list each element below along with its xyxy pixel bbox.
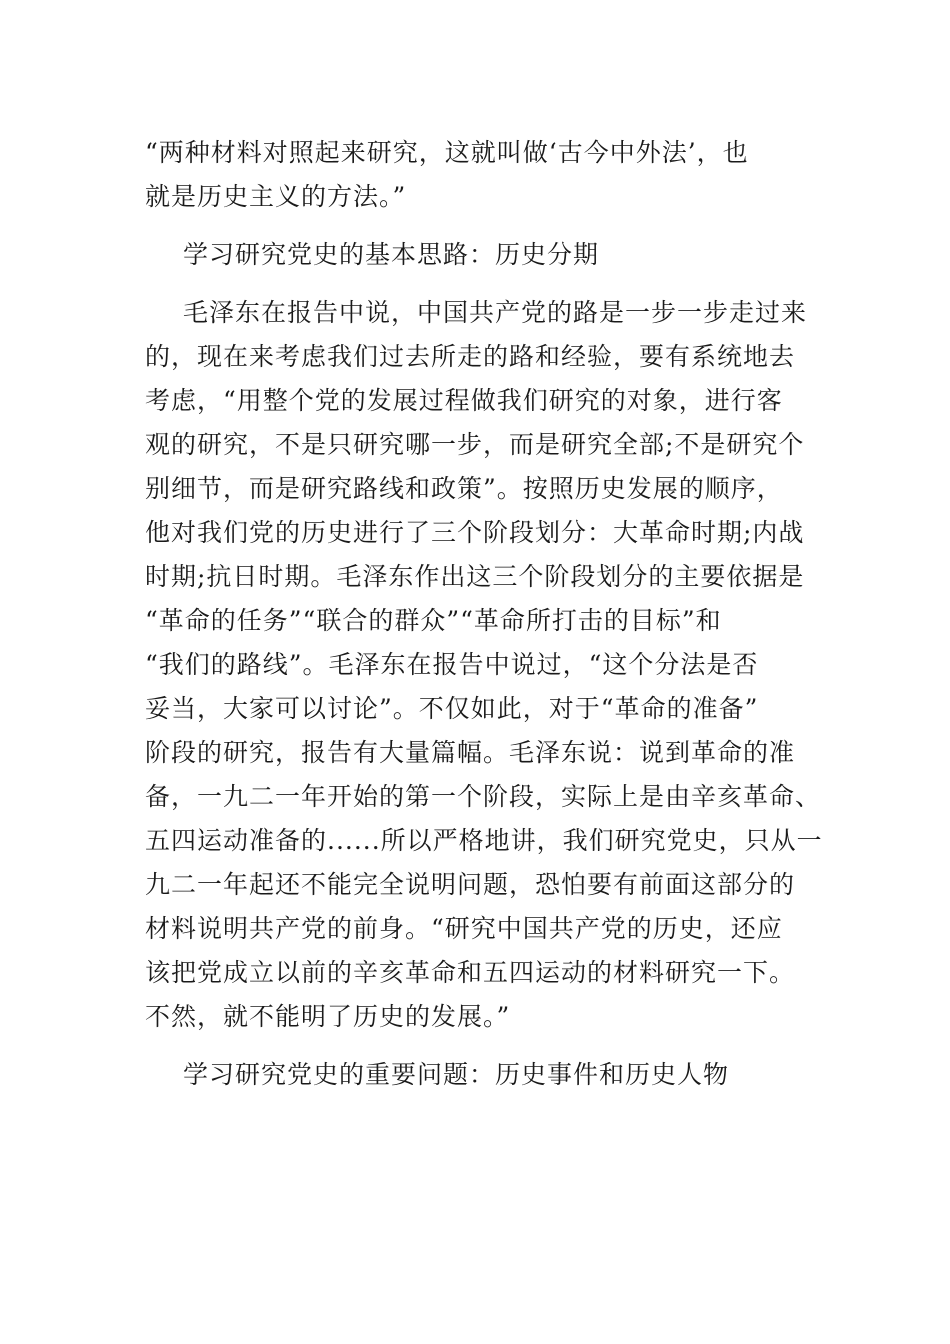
text-line: “我们的路线”。毛泽东在报告中说过，“这个分法是否 bbox=[145, 650, 759, 679]
text-line: 材料说明共产党的前身。“研究中国共产党的历史，还应 bbox=[145, 914, 783, 943]
text-line: “革命的任务”“联合的群众”“革命所打击的目标”和 bbox=[145, 606, 722, 635]
heading-line: 学习研究党史的基本思路：历史分期 bbox=[183, 240, 600, 269]
text-line: 该把党成立以前的辛亥革命和五四运动的材料研究一下。 bbox=[145, 958, 796, 987]
text-line: “两种材料对照起来研究，这就叫做‘古今中外法’，也 bbox=[145, 138, 749, 167]
paragraph-mao-report bbox=[145, 291, 823, 1039]
text-line: 的，现在来考虑我们过去所走的路和经验，要有系统地去 bbox=[145, 342, 796, 371]
text-line: 就是历史主义的方法。” bbox=[145, 182, 407, 211]
text-line: 观的研究，不是只研究哪一步，而是研究全部;不是研究个 bbox=[145, 430, 805, 459]
paragraph-spacer bbox=[145, 219, 805, 233]
text-line: 别细节，而是研究路线和政策”。按照历史发展的顺序， bbox=[145, 474, 783, 503]
section-heading-history-periods bbox=[145, 233, 805, 277]
text-line: 不然，就不能明了历史的发展。” bbox=[145, 1002, 511, 1031]
text-line: 九二一年起还不能完全说明问题，恐怕要有前面这部分的 bbox=[145, 870, 796, 899]
paragraph-quote-continuation bbox=[145, 131, 805, 219]
text-line: 妥当，大家可以讨论”。不仅如此，对于“革命的准备” bbox=[145, 694, 759, 723]
section-heading-events-figures bbox=[145, 1053, 805, 1097]
paragraph-spacer bbox=[145, 277, 805, 291]
text-line: 时期;抗日时期。毛泽东作出这三个阶段划分的主要依据是 bbox=[145, 562, 805, 591]
heading-line: 学习研究党史的重要问题：历史事件和历史人物 bbox=[183, 1060, 730, 1089]
text-line: 备，一九二一年开始的第一个阶段，实际上是由辛亥革命、 bbox=[145, 782, 822, 811]
text-line: 毛泽东在报告中说，中国共产党的路是一步一步走过来 bbox=[183, 298, 808, 327]
document-body bbox=[145, 131, 823, 1097]
paragraph-spacer bbox=[145, 1039, 805, 1053]
text-line: 他对我们党的历史进行了三个阶段划分：大革命时期;内战 bbox=[145, 518, 805, 547]
text-line: 五四运动准备的......所以严格地讲，我们研究党史，只从一 bbox=[145, 826, 823, 855]
text-line: 考虑，“用整个党的发展过程做我们研究的对象，进行客 bbox=[145, 386, 783, 415]
text-line: 阶段的研究，报告有大量篇幅。毛泽东说：说到革命的准 bbox=[145, 738, 796, 767]
